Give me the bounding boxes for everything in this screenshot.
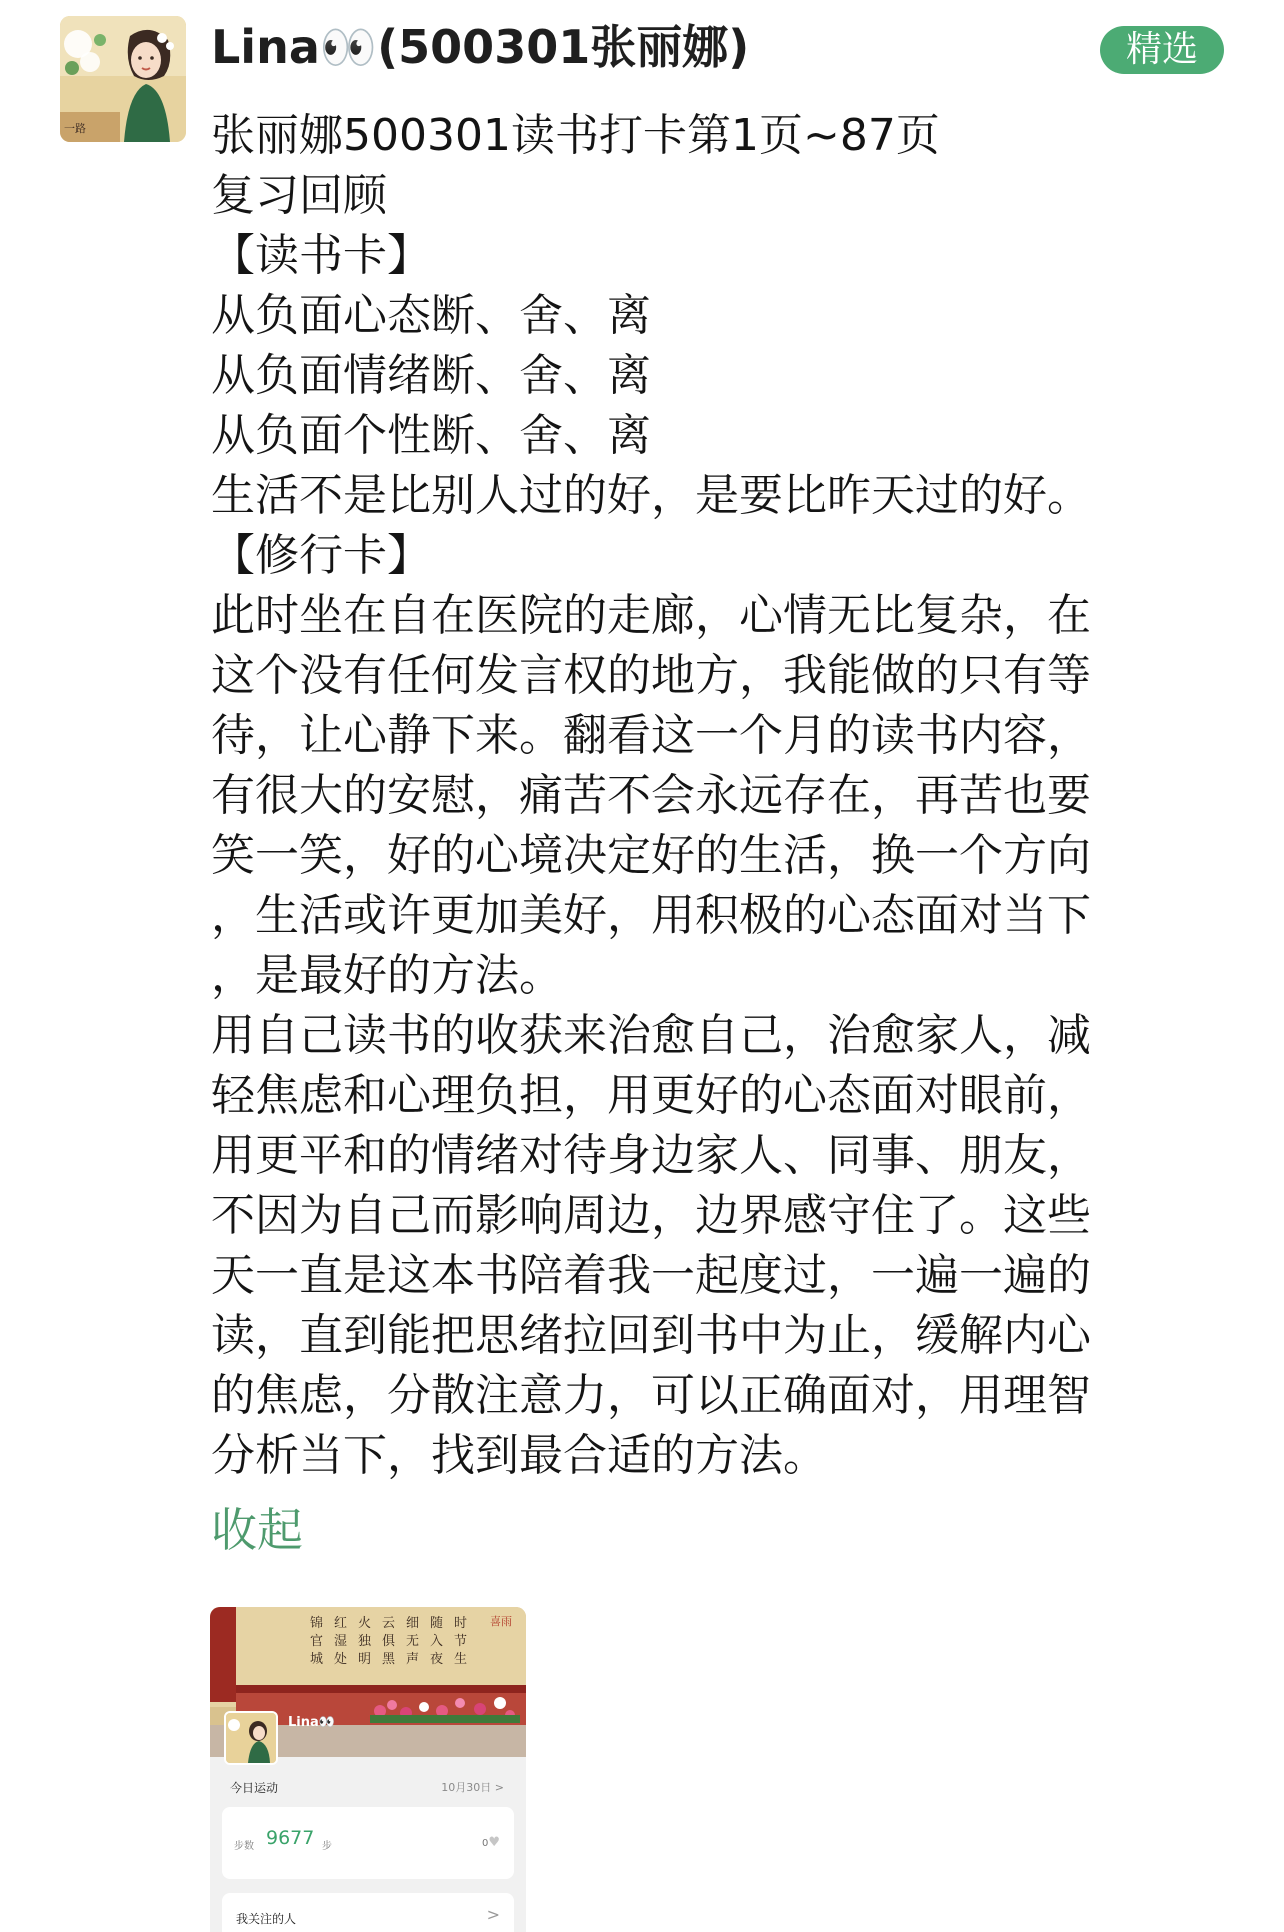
steps-card: [222, 1807, 514, 1879]
avatar-illustration: [60, 16, 186, 142]
steps-unit: 步: [322, 1841, 332, 1852]
svg-text:明: 明: [358, 1652, 372, 1667]
svg-text:湿: 湿: [334, 1634, 348, 1649]
svg-text:喜雨: 喜雨: [490, 1615, 512, 1628]
date-link: 10月30日 >: [441, 1781, 504, 1794]
svg-text:处: 处: [334, 1652, 348, 1667]
post-line: 分析当下，找到最合适的方法。: [211, 1430, 827, 1481]
svg-text:时: 时: [454, 1616, 468, 1631]
post-line: 复习回顾: [211, 170, 387, 221]
post-line: 有很大的安慰，痛苦不会永远存在，再苦也要: [211, 770, 1091, 821]
svg-text:黑: 黑: [382, 1652, 396, 1667]
post-line: ，是最好的方法。: [211, 950, 563, 1001]
author-name[interactable]: Lina👀(500301张丽娜): [211, 20, 750, 74]
post-line: 不因为自己而影响周边，边界感守住了。这些: [211, 1190, 1091, 1241]
post-body: [211, 106, 1211, 1486]
following-label: 我关注的人: [236, 1912, 297, 1926]
collapse-link[interactable]: 收起: [211, 1503, 303, 1557]
post-line: 用更平和的情绪对待身边家人、同事、朋友，: [211, 1130, 1091, 1181]
svg-text:城: 城: [310, 1652, 324, 1667]
svg-text:入: 入: [430, 1634, 444, 1649]
steps-value: 9677: [266, 1827, 315, 1849]
svg-text:俱: 俱: [382, 1634, 396, 1649]
following-card: [222, 1893, 514, 1932]
likes-count: 0: [481, 1838, 489, 1849]
svg-text:无: 无: [406, 1634, 420, 1649]
svg-text:一路: 一路: [64, 122, 86, 135]
post-line: 待，让心静下来。翻看这一个月的读书内容，: [211, 710, 1091, 761]
post-line: 轻焦虑和心理负担，用更好的心态面对眼前，: [211, 1070, 1091, 1121]
attached-image[interactable]: [210, 1607, 526, 1932]
post-line: 用自己读书的收获来治愈自己，治愈家人，减: [211, 1010, 1091, 1061]
post-line: 从负面情绪断、舍、离: [211, 350, 651, 401]
svg-text:细: 细: [406, 1616, 420, 1631]
post-line: 【修行卡】: [211, 530, 431, 581]
svg-text:红: 红: [334, 1616, 348, 1631]
svg-text:官: 官: [310, 1634, 324, 1649]
post-line: 此时坐在自在医院的走廊，心情无比复杂，在: [211, 590, 1091, 641]
post-line: 从负面心态断、舍、离: [211, 290, 651, 341]
mini-avatar-illustration: [226, 1713, 276, 1763]
heart-icon: ♥: [488, 1835, 500, 1850]
steps-label: 步数: [234, 1841, 254, 1852]
post-line: ，生活或许更加美好，用积极的心态面对当下: [211, 890, 1091, 941]
svg-text:云: 云: [382, 1616, 396, 1631]
post-line: 这个没有任何发言权的地方，我能做的只有等: [211, 650, 1091, 701]
svg-text:独: 独: [358, 1634, 372, 1649]
post-line: 读，直到能把思绪拉回到书中为止，缓解内心: [211, 1310, 1091, 1361]
post-line: 的焦虑，分散注意力，可以正确面对，用理智: [211, 1370, 1091, 1421]
post-line: 张丽娜500301读书打卡第1页~87页: [211, 110, 940, 161]
profile-avatar: [224, 1711, 278, 1765]
svg-text:锦: 锦: [310, 1616, 324, 1631]
post-line: 生活不是比别人过的好，是要比昨天过的好。: [211, 470, 1091, 521]
post-line: 【读书卡】: [211, 230, 431, 281]
likes: [482, 1835, 500, 1850]
svg-text:火: 火: [358, 1616, 372, 1631]
featured-badge: 精选: [1100, 26, 1224, 74]
chevron-right-icon: >: [486, 1905, 500, 1924]
post-line: 笑一笑，好的心境决定好的生活，换一个方向: [211, 830, 1091, 881]
svg-text:节: 节: [454, 1634, 468, 1649]
svg-text:声: 声: [406, 1652, 420, 1667]
profile-name: Lina👀: [288, 1715, 335, 1730]
author-avatar[interactable]: [60, 16, 186, 142]
post-line: 从负面个性断、舍、离: [211, 410, 651, 461]
svg-text:随: 随: [430, 1616, 444, 1631]
today-exercise-label: 今日运动: [230, 1781, 279, 1795]
post-line: 天一直是这本书陪着我一起度过，一遍一遍的: [211, 1250, 1091, 1301]
svg-text:夜: 夜: [430, 1652, 444, 1667]
svg-text:生: 生: [454, 1652, 468, 1667]
